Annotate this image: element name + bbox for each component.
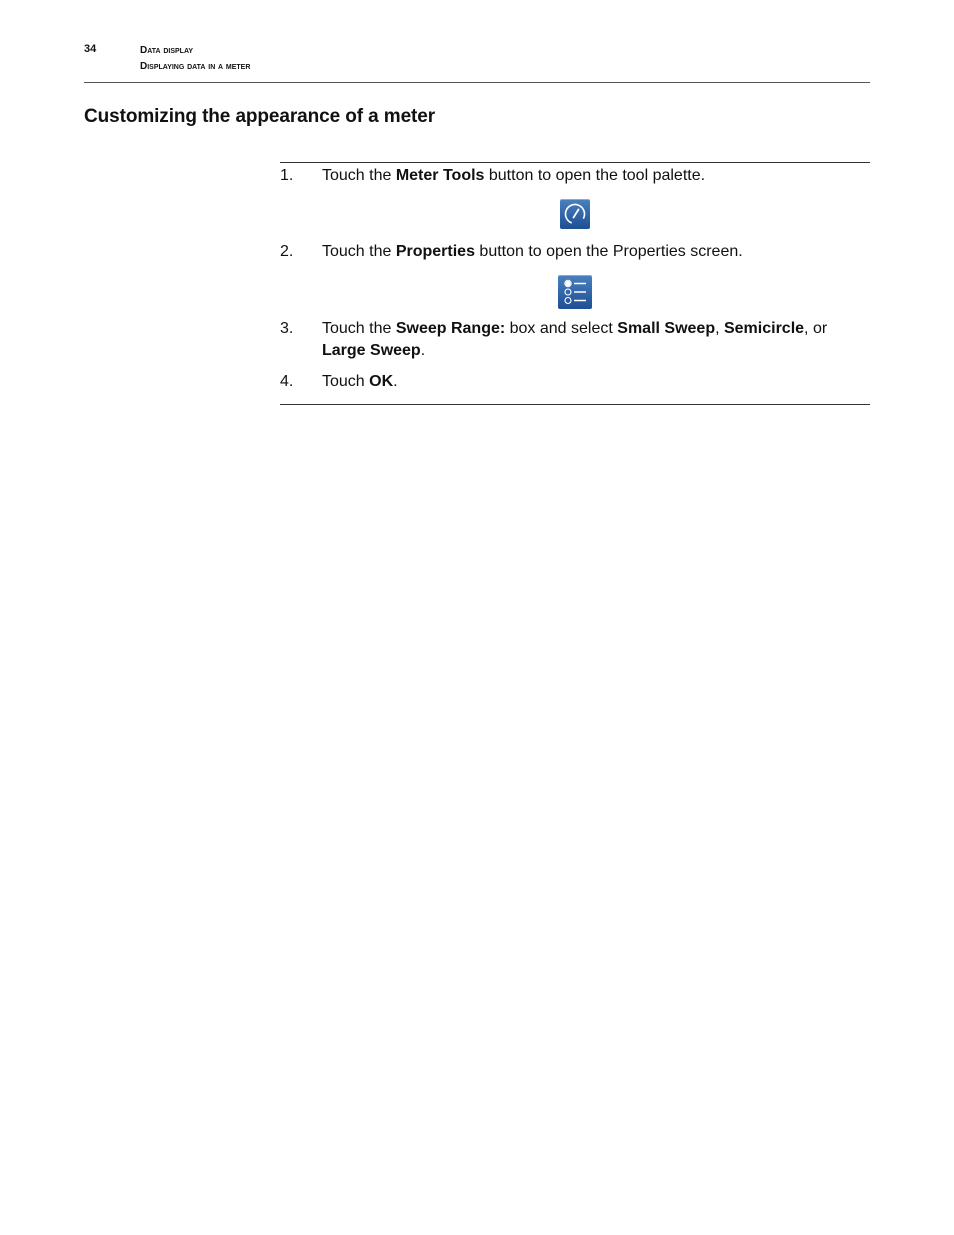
header-rule xyxy=(84,82,870,83)
step-text: Touch the Sweep Range: box and select Small Sweep, Semicircle, or Large Sweep. xyxy=(322,320,828,359)
step-text: Touch the Meter Tools button to open the tool palette. xyxy=(322,167,706,184)
step-number: 2. xyxy=(280,243,294,260)
running-head-section: Displaying data in a meter xyxy=(140,61,251,72)
section-title: Customizing the appearance of a meter xyxy=(84,106,436,127)
running-head xyxy=(140,43,250,75)
step-text: Touch OK. xyxy=(322,373,398,390)
running-head-chapter: Data display xyxy=(140,45,194,56)
procedure-top-rule xyxy=(280,162,870,163)
step-text: Touch the Properties button to open the Properties screen. xyxy=(322,243,743,260)
step-number: 4. xyxy=(280,373,294,390)
procedure-bottom-rule xyxy=(280,404,870,405)
page-number: 34 xyxy=(84,43,97,55)
meter-tools-icon[interactable] xyxy=(560,199,590,229)
properties-icon[interactable] xyxy=(558,275,592,309)
step-number: 3. xyxy=(280,320,294,337)
step-number: 1. xyxy=(280,167,294,184)
